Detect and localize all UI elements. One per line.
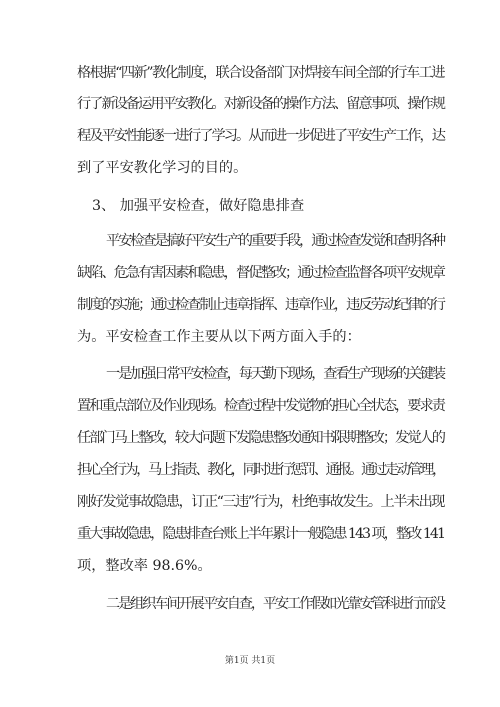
text-line: 缺陷、危急有害因素和隐患，督促整改；通过检查监督各项平安规章 (77, 265, 444, 281)
text-line: 制度的实施；通过检查制止违章指挥、违章作业，违反劳动纪律的行 (77, 297, 444, 313)
section-heading: 3、 加强平安检查，做好隐患排查 (92, 198, 305, 214)
text-line: 为。平安检查工作主要从以下两方面入手的： (77, 329, 361, 345)
text-line: 到了平安教化学习的目的。 (77, 160, 248, 176)
text-line: 平安检查是搞好平安生产的重要手段，通过检查发觉和查明各种 (106, 233, 444, 249)
text-line: 重大事故隐患，隐患排查台账上半年累计一般隐患 143 项，整改 141 (77, 526, 444, 542)
text-line: 行了新设备运用平安教化。对新设备的操作方法、留意事项、操作规 (77, 96, 444, 112)
text-line: 置和重点部位及作业现场。检查过程中发觉物的担心全状态，要求责 (77, 398, 444, 414)
text-line: 一是加强日常平安检查，每天勤下现场，查看生产现场的关键装 (106, 366, 444, 382)
text-line: 格根据“四新”教化制度，联合设备部门对焊接车间全部的行车工进 (77, 65, 444, 81)
text-line: 刚好发觉事故隐患，订正“三违”行为，杜绝事故发生。上半未出现 (77, 494, 444, 510)
text-line: 二是组织车间开展平安自查，平安工作假如光靠安管科进行而没 (106, 596, 444, 612)
text-line: 程及平安性能逐一进行了学习。从而进一步促进了平安生产工作，达 (77, 128, 444, 144)
text-line: 任部门马上整改，较大问题下发隐患整改通知书限期整改；发觉人的 (77, 430, 444, 446)
text-line: 担心全行为，马上指责、教化，同时进行惩罚、通报。通过走动管理， (77, 462, 444, 478)
text-line: 项，整改率 98.6%。 (77, 558, 212, 574)
page-footer: 第1页 共1页 (224, 656, 276, 666)
